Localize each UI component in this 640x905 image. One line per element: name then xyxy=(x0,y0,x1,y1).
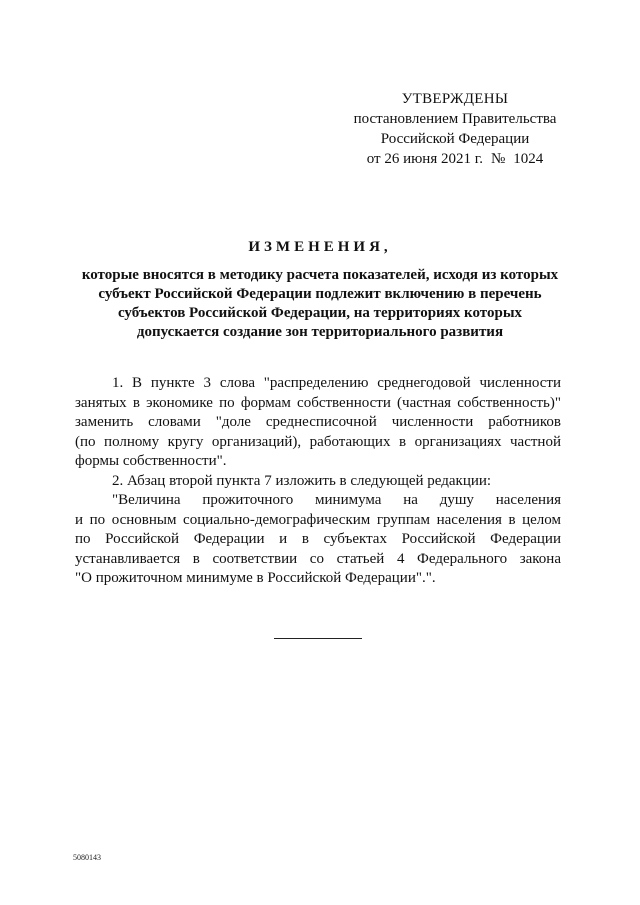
body-line: "Величина прожиточного минимума на душу населения xyxy=(112,492,561,508)
document-code: 5080143 xyxy=(73,853,101,862)
approval-decree-line xyxy=(320,149,590,169)
document-subtitle xyxy=(60,266,580,342)
subtitle-line: субъект Российской Федерации подлежит включению в перечень xyxy=(98,286,542,302)
approval-issuer-country: Российской Федерации xyxy=(380,131,530,147)
approval-number: 1024 xyxy=(513,151,544,167)
approval-issuer-line: постановлением Правительства xyxy=(353,111,557,127)
paragraph-2 xyxy=(75,472,561,492)
subtitle-line: которые вносятся в методику расчета показателей, исходя из которых xyxy=(81,267,559,283)
end-separator xyxy=(274,638,362,639)
body-line: устанавливается в соответствии со статьей 4 Федерального закона xyxy=(75,550,561,567)
document-title: ИЗМЕНЕНИЯ, xyxy=(248,239,392,255)
subtitle-line: субъектов Российской Федерации, на территориях которых xyxy=(117,305,523,321)
body-line: заменить словами "доле среднесписочной численности работников xyxy=(75,414,561,430)
body-line: (по полному кругу организаций), работающих в организациях частной xyxy=(75,433,561,450)
body-line: по Российской Федерации и в субъектах Российской Федерации xyxy=(75,531,561,547)
approval-block xyxy=(320,89,590,169)
paragraph-1 xyxy=(75,374,561,472)
body-line: занятых в экономике по формам собственности (частная собственность)" xyxy=(75,394,561,411)
body-line: 1. В пункте 3 слова "распределению среднегодовой численности xyxy=(112,375,561,391)
body-line: "О прожиточном минимуме в Российской Федерации".". xyxy=(75,570,436,586)
approval-number-sign: № xyxy=(490,151,506,167)
approval-title: УТВЕРЖДЕНЫ xyxy=(401,91,509,107)
body-line: 2. Абзац второй пункта 7 изложить в следующей редакции: xyxy=(112,472,492,489)
paragraph-3-quote xyxy=(75,491,561,589)
approval-date: от 26 июня 2021 г. xyxy=(366,151,483,167)
body-line: и по основным социально-демографическим группам населения в целом xyxy=(75,511,561,528)
document-body xyxy=(75,374,561,589)
subtitle-line: допускается создание зон территориального развития xyxy=(136,324,504,340)
body-line: формы собственности". xyxy=(75,453,227,469)
